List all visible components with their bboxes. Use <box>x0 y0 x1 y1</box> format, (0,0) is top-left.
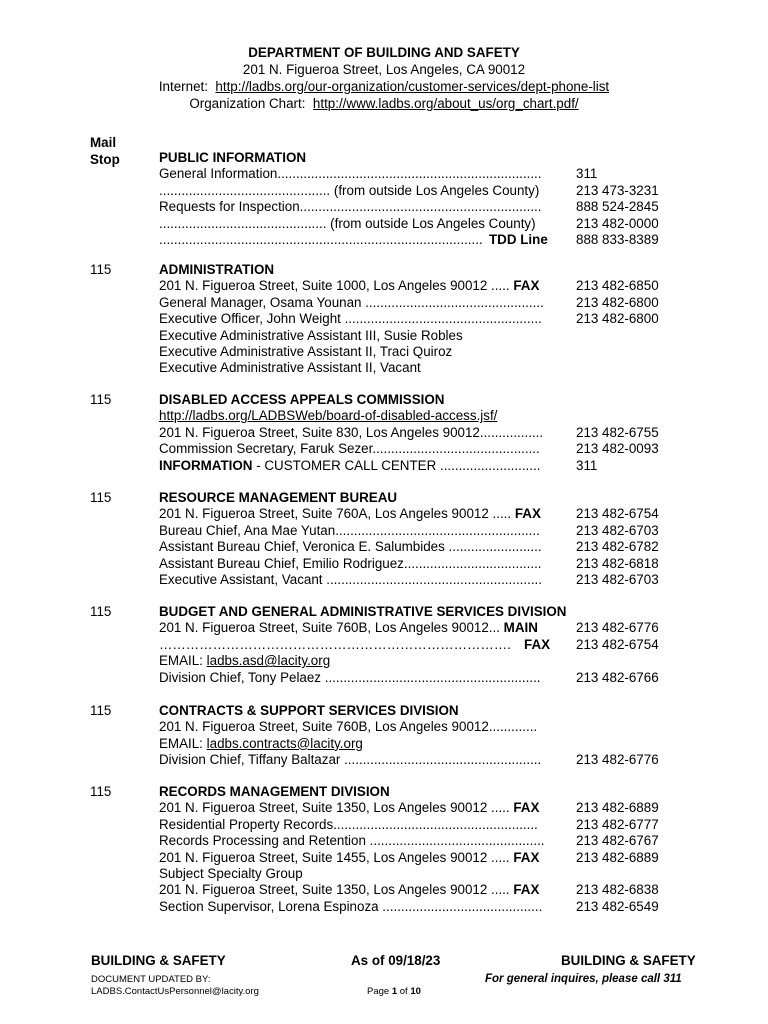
contact-label: Bureau Chief, Ana Mae Yutan....................................................... <box>159 522 540 538</box>
phone-number: 888 833-8389 <box>576 231 659 247</box>
contact-label <box>159 637 553 653</box>
contact-row <box>159 850 719 866</box>
contact-label: Executive Administrative Assistant II, Traci Quiroz <box>159 343 453 359</box>
fax-label: FAX <box>514 506 541 522</box>
phone-number: 213 482-6549 <box>576 898 659 914</box>
updated-by-label: DOCUMENT UPDATED BY: <box>91 974 211 985</box>
contact-row <box>159 425 719 441</box>
fax-label: FAX <box>524 636 551 652</box>
email-prefix: EMAIL: <box>159 653 207 669</box>
org-chart-link[interactable]: http://www.ladbs.org/about_us/org_chart.pdf/ <box>312 96 579 111</box>
phone-number: 888 524-2845 <box>576 199 659 215</box>
contact-row <box>159 800 719 816</box>
mail-stop-label-line2: Stop <box>90 152 120 167</box>
phone-number: 213 482-6754 <box>576 506 659 522</box>
section-title: RESOURCE MANAGEMENT BUREAU <box>159 490 398 505</box>
document-header <box>0 44 768 112</box>
contact-row <box>159 311 719 327</box>
contact-label: Executive Administrative Assistant II, Vacant <box>159 360 421 376</box>
contact-row <box>159 344 719 360</box>
contact-row <box>159 166 719 182</box>
contact-row <box>159 278 719 294</box>
email-label <box>159 736 719 752</box>
email-row <box>159 653 719 669</box>
phone-number: 213 482-6777 <box>576 816 659 832</box>
contact-label: Requests for Inspection................................................................. <box>159 199 542 215</box>
contact-row <box>159 866 719 882</box>
contact-label <box>159 278 553 294</box>
contact-row <box>159 232 719 248</box>
contact-label: Executive Officer, John Weight ..................................................... <box>159 311 542 327</box>
contact-label: Subject Specialty Group <box>159 865 303 881</box>
contact-row <box>159 295 719 311</box>
contact-row <box>159 817 719 833</box>
footer-right-title: BUILDING & SAFETY <box>561 953 696 968</box>
mail-stop-number: 115 <box>90 604 112 619</box>
phone-number: 213 482-6755 <box>576 424 659 440</box>
contact-label <box>159 882 553 898</box>
contact-label <box>159 458 553 474</box>
contact-label <box>159 506 553 522</box>
email-row <box>159 736 719 752</box>
department-address: 201 N. Figueroa Street, Los Angeles, CA 90012 <box>242 62 526 77</box>
main-label: MAIN <box>503 620 538 636</box>
contact-row <box>159 620 719 636</box>
phone-number: 213 473-3231 <box>576 182 659 198</box>
address-text: 201 N. Figueroa Street, Suite 1455, Los Angeles 90012 ..... <box>159 849 514 865</box>
fax-label: FAX <box>513 882 540 898</box>
contact-label: Assistant Bureau Chief, Veronica E. Salumbides ......................... <box>159 539 542 555</box>
contact-row <box>159 556 719 572</box>
contact-label <box>159 850 553 866</box>
footer-updated-by <box>91 974 259 998</box>
contact-row <box>159 183 719 199</box>
phone-number: 213 482-6782 <box>576 539 659 555</box>
phone-number: 311 <box>576 457 598 473</box>
contact-label: 201 N. Figueroa Street, Suite 830, Los Angeles 90012................. <box>159 424 544 440</box>
contact-row <box>159 506 719 522</box>
mail-stop-label-line1: Mail <box>90 135 117 150</box>
section-title: DISABLED ACCESS APPEALS COMMISSION <box>159 392 445 407</box>
address-text: 201 N. Figueroa Street, Suite 760A, Los Angeles 90012 ..... <box>159 506 515 522</box>
email-link[interactable]: ladbs.asd@lacity.org <box>206 653 331 669</box>
contact-row <box>159 752 719 768</box>
contact-row <box>159 719 719 735</box>
section-title: PUBLIC INFORMATION <box>159 150 307 165</box>
phone-number: 213 482-6889 <box>576 800 659 816</box>
phone-number: 213 482-6776 <box>576 752 659 768</box>
tdd-line-label: TDD Line <box>489 231 548 247</box>
phone-number: 213 482-6767 <box>576 833 659 849</box>
phone-number: 213 482-0000 <box>576 215 659 231</box>
contact-row <box>159 882 719 898</box>
footer-as-of-date: As of 09/18/23 <box>351 953 441 968</box>
section-title: BUDGET AND GENERAL ADMINISTRATIVE SERVICES DIVISION <box>159 604 567 619</box>
phone-number: 213 482-6800 <box>576 294 659 310</box>
address-text: 201 N. Figueroa Street, Suite 1350, Los Angeles 90012 ..... <box>159 800 514 816</box>
phone-number: 213 482-6800 <box>576 311 659 327</box>
phone-number: 213 482-6818 <box>576 555 659 571</box>
phone-number: 213 482-6766 <box>576 669 659 685</box>
contact-label: ............................................. (from outside Los Angeles County) <box>159 215 536 231</box>
contact-row <box>159 523 719 539</box>
contact-row <box>159 833 719 849</box>
fax-label: FAX <box>513 800 540 816</box>
contact-row <box>159 637 719 653</box>
contact-row <box>159 899 719 915</box>
page-of: of <box>397 986 411 997</box>
information-label: INFORMATION <box>159 457 253 473</box>
contact-label: Executive Assistant, Vacant .......................................................... <box>159 571 542 587</box>
contact-label: Residential Property Records....................................................... <box>159 816 538 832</box>
mail-stop-number: 115 <box>90 392 112 407</box>
internet-line <box>0 78 768 95</box>
mail-stop-number: 115 <box>90 703 112 718</box>
contact-label: Section Supervisor, Lorena Espinoza ........................................... <box>159 898 543 914</box>
phone-number: 213 482-0093 <box>576 441 659 457</box>
email-prefix: EMAIL: <box>159 735 207 751</box>
contact-row <box>159 572 719 588</box>
section-title: CONTRACTS & SUPPORT SERVICES DIVISION <box>159 703 459 718</box>
call-center-text: - CUSTOMER CALL CENTER ........................... <box>252 457 541 473</box>
contact-row <box>159 328 719 344</box>
contact-label <box>159 800 553 816</box>
page-prefix: Page <box>367 986 392 997</box>
phone-number: 213 482-6850 <box>576 278 659 294</box>
mail-stop-heading <box>90 134 120 168</box>
address-text: 201 N. Figueroa Street, Suite 1000, Los Angeles 90012 ..... <box>159 278 514 294</box>
section-title: RECORDS MANAGEMENT DIVISION <box>159 784 390 799</box>
mail-stop-number: 115 <box>90 784 112 799</box>
phone-number: 213 482-6776 <box>576 620 659 636</box>
email-link[interactable]: ladbs.contracts@lacity.org <box>206 735 363 751</box>
phone-number: 213 482-6754 <box>576 636 659 652</box>
contact-label: Division Chief, Tony Pelaez .......................................................... <box>159 669 541 685</box>
footer-left-title: BUILDING & SAFETY <box>91 953 226 968</box>
contact-row <box>159 441 719 457</box>
updated-by-email: LADBS.ContactUsPersonnel@lacity.org <box>91 986 259 997</box>
department-title: DEPARTMENT OF BUILDING AND SAFETY <box>248 45 520 60</box>
page-number: 1 <box>391 986 398 997</box>
phone-number: 213 482-6889 <box>576 849 659 865</box>
address-text: 201 N. Figueroa Street, Suite 760B, Los Angeles 90012... <box>159 620 504 636</box>
contact-row <box>159 670 719 686</box>
phone-number: 213 482-6703 <box>576 522 659 538</box>
contact-label: Division Chief, Tiffany Baltazar ..................................................... <box>159 752 542 768</box>
internet-link[interactable]: http://ladbs.org/our-organization/customer-services/dept-phone-list <box>215 79 610 94</box>
phone-number: 213 482-6703 <box>576 571 659 587</box>
commission-link[interactable]: http://ladbs.org/LADBSWeb/board-of-disabled-access.jsf/ <box>159 408 498 424</box>
page-indicator <box>367 986 421 997</box>
contact-label: Commission Secretary, Faruk Sezer............................................. <box>159 441 540 457</box>
contact-label: General Manager, Osama Younan ................................................ <box>159 294 544 310</box>
contact-label <box>159 620 553 636</box>
contact-label: Executive Administrative Assistant III, Susie Robles <box>159 327 463 343</box>
contact-row <box>159 199 719 215</box>
email-label <box>159 653 719 669</box>
leader-dots: ……………………………………………………………………. <box>159 636 511 652</box>
org-chart-label: Organization Chart: <box>189 96 306 111</box>
footer-general-inquiries-note: For general inquires, please call 311 <box>485 973 682 985</box>
mail-stop-number: 115 <box>90 490 112 505</box>
contact-label: .............................................. (from outside Los Angeles County) <box>159 182 540 198</box>
fax-label: FAX <box>513 849 540 865</box>
contact-row <box>159 216 719 232</box>
contact-label: Assistant Bureau Chief, Emilio Rodriguez..................................... <box>159 555 542 571</box>
contact-label: 201 N. Figueroa Street, Suite 760B, Los Angeles 90012............. <box>159 719 538 735</box>
contact-label: General Information....................................................................... <box>159 166 542 182</box>
contact-label <box>159 232 553 248</box>
fax-label: FAX <box>513 278 540 294</box>
contact-row <box>159 539 719 555</box>
address-text: 201 N. Figueroa Street, Suite 1350, Los Angeles 90012 ..... <box>159 882 514 898</box>
org-chart-line <box>0 95 768 112</box>
leader-dots: ....................................................................................... <box>159 231 483 247</box>
mail-stop-number: 115 <box>90 262 112 277</box>
phone-number: 213 482-6838 <box>576 882 659 898</box>
page-total: 10 <box>410 986 421 997</box>
contact-label: Records Processing and Retention ............................................... <box>159 833 545 849</box>
section-title: ADMINISTRATION <box>159 262 275 277</box>
contact-row <box>159 458 719 474</box>
internet-label: Internet: <box>158 79 208 94</box>
phone-number: 311 <box>576 166 598 182</box>
contact-row <box>159 360 719 376</box>
